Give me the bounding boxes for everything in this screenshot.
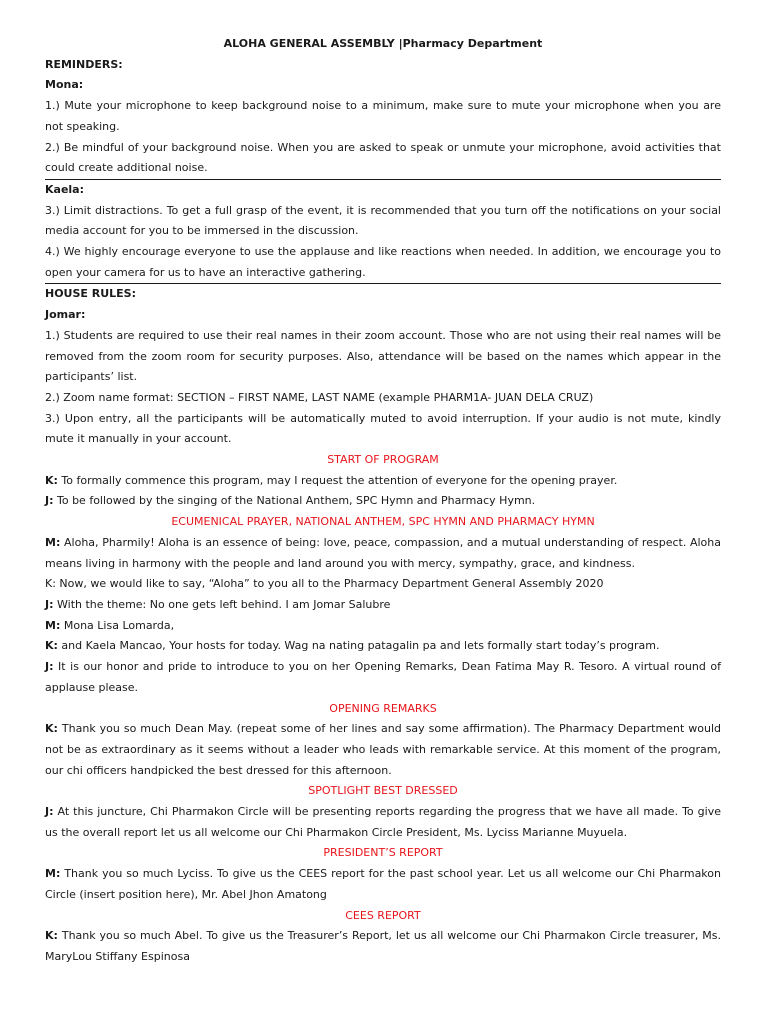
section-heading-cees: CEES REPORT — [345, 908, 421, 922]
script-text: It is our honor and pride to introduce to you on her Opening Remarks, Dean Fatima May R. Tesoro. A virtual round of applause please. — [45, 660, 721, 694]
reminder-speaker-kaela: Kaela: — [45, 182, 84, 196]
script-line — [45, 802, 721, 843]
reminder-item: 4.) We highly encourage everyone to use the applause and like reactions when needed. In addition, we encourage you to open your camera for us to have an interactive gathering. — [45, 242, 721, 284]
speaker-label: J: — [45, 494, 54, 508]
speaker-label: J: — [45, 597, 54, 611]
script-text: and Kaela Mancao, Your hosts for today. Wag na nating patagalin pa and lets formally start today’s program. — [57, 639, 660, 653]
speaker-label: K: — [45, 639, 58, 653]
section-heading-start: START OF PROGRAM — [327, 453, 439, 467]
speaker-label: K: — [45, 473, 58, 487]
house-rule-item: 1.) Students are required to use their real names in their zoom account. Those who are not using their real names will be removed from the zoom room for security purposes. Also, attendance will be based on the names which appear in the participants’ list. — [45, 328, 721, 384]
speaker-label: J: — [45, 805, 54, 819]
script-text: Thank you so much Dean May. (repeat some of her lines and say some affirmation). The Pharmacy Department would not be as extraordinary as it seems without a leader who leads with remarkable service. At this moment of the program, our chi officers handpicked the best dressed for this afternoon. — [45, 722, 721, 777]
reminder-item: 3.) Limit distractions. To get a full grasp of the event, it is recommended that you turn off the notifications on your social media account for you to be immersed in the discussion. — [45, 203, 721, 238]
reminder-item: 1.) Mute your microphone to keep background noise to a minimum, make sure to mute your microphone when you are not speaking. — [45, 99, 721, 133]
house-rules-speaker: Jomar: — [45, 308, 86, 322]
script-line — [45, 864, 721, 905]
script-line — [45, 719, 721, 781]
house-rules-heading: HOUSE RULES: — [45, 287, 137, 301]
script-text: Thank you so much Lyciss. To give us the CEES report for the past school year. Let us all welcome our Chi Pharmakon Circle (insert position here), Mr. Abel Jhon Amatong — [45, 867, 721, 901]
speaker-label: J: — [45, 660, 54, 674]
document-page — [45, 34, 721, 968]
reminder-speaker-mona: Mona: — [45, 78, 84, 92]
house-rule-item: 3.) Upon entry, all the participants will be automatically muted to avoid interruption. If your audio is not mute, kindly mute it manually in your account. — [45, 411, 721, 446]
section-heading-president: PRESIDENT’S REPORT — [323, 846, 443, 860]
speaker-label: K: — [45, 722, 58, 736]
script-text: At this juncture, Chi Pharmakon Circle will be presenting reports regarding the progress that we have all made. To give us the overall report let us all welcome our Chi Pharmakon Circle President, Ms. Lyciss Marianne Muyuela. — [45, 805, 721, 839]
script-line — [45, 595, 721, 616]
reminders-heading: REMINDERS: — [45, 57, 123, 71]
script-text: Mona Lisa Lomarda, — [60, 618, 175, 632]
script-line — [45, 926, 721, 967]
script-line — [45, 616, 721, 637]
script-text: With the theme: No one gets left behind. I am Jomar Salubre — [53, 597, 391, 611]
script-line — [45, 657, 721, 698]
script-text: To formally commence this program, may I request the attention of everyone for the opening prayer. — [57, 473, 618, 487]
house-rule-item: 2.) Zoom name format: SECTION – FIRST NAME, LAST NAME (example PHARM1A- JUAN DELA CRUZ) — [45, 390, 594, 404]
section-heading-prayer: ECUMENICAL PRAYER, NATIONAL ANTHEM, SPC HYMN AND PHARMACY HYMN — [171, 515, 595, 529]
document-title: ALOHA GENERAL ASSEMBLY |Pharmacy Department — [223, 37, 543, 50]
script-line — [45, 636, 721, 657]
script-text: Aloha, Pharmily! Aloha is an essence of being: love, peace, compassion, and a mutual understanding of respect. Aloha means living in harmony with the people and land around you with mercy, sympathy, grace, and kindness. — [45, 535, 721, 570]
script-line — [45, 471, 721, 492]
section-heading-spotlight: SPOTLIGHT BEST DRESSED — [308, 784, 458, 798]
speaker-label: M: — [45, 867, 61, 881]
speaker-label: M: — [45, 618, 61, 632]
script-line — [45, 533, 721, 574]
speaker-label: M: — [45, 535, 61, 549]
script-text: Thank you so much Abel. To give us the Treasurer’s Report, let us all welcome our Chi Pharmakon Circle treasurer, Ms. MaryLou Stiffany Espinosa — [45, 929, 721, 963]
reminder-item: 2.) Be mindful of your background noise. When you are asked to speak or unmute your microphone, avoid activities that could create additional noise. — [45, 138, 721, 180]
script-line: K: Now, we would like to say, “Aloha” to you all to the Pharmacy Department General Assembly 2020 — [45, 577, 604, 591]
script-line — [45, 491, 721, 512]
script-text: To be followed by the singing of the National Anthem, SPC Hymn and Pharmacy Hymn. — [53, 494, 536, 508]
section-heading-opening: OPENING REMARKS — [329, 701, 437, 715]
speaker-label: K: — [45, 929, 58, 943]
